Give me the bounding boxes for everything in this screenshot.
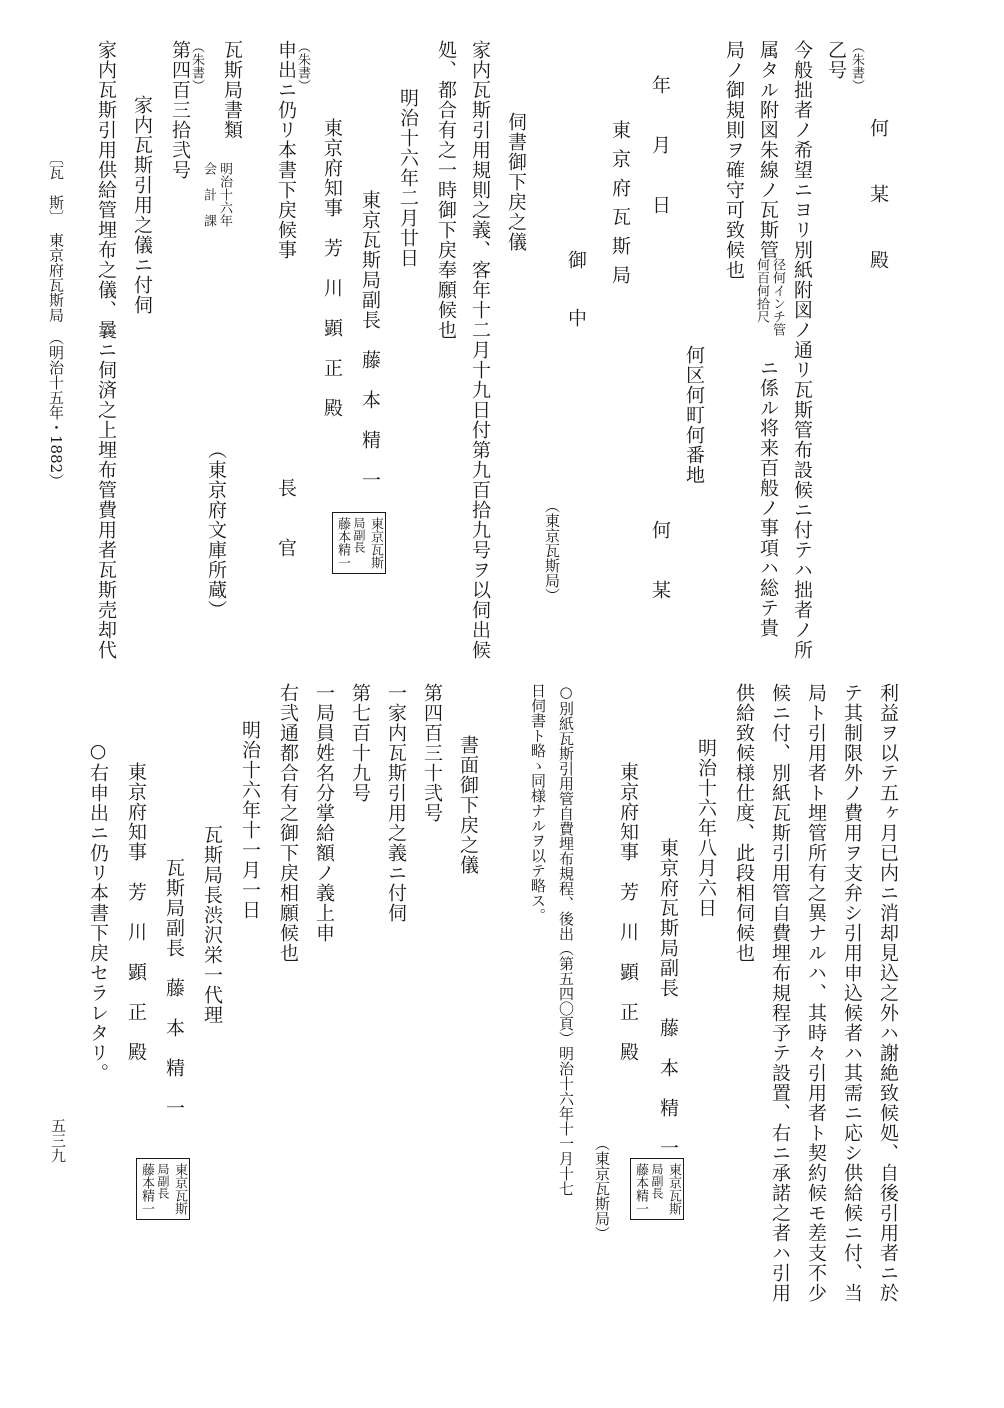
signature-line: 瓦斯局長渋沢栄一代理 xyxy=(201,825,223,1025)
date-line: 明治十六年十一月一日 xyxy=(239,720,261,920)
text-line: 一局員姓名分掌給額ノ義上申 xyxy=(313,683,335,943)
seal-stamp xyxy=(332,512,386,574)
text-line: 家内瓦斯引用規則之義、客年十二月十九日付第九百拾九号ヲ以伺出候 xyxy=(469,40,491,660)
addressee-line: 東京府知事 芳 川 顕 正 殿 xyxy=(321,118,343,418)
text-line: 供給致候様仕度、此段相伺候也 xyxy=(733,683,755,963)
stamp-line: 藤本精一 xyxy=(335,517,350,569)
address-line: 何区何町何番地 xyxy=(683,345,705,485)
onchu: 御 中 xyxy=(565,250,587,337)
text-line: 家内瓦斯引用供給管埋布之儀、曩ニ伺済之上埋布管費用者瓦斯売却代 xyxy=(95,40,117,660)
text-line: テ其制限外ノ費用ヲ支弁シ引用申込候者ハ其需ニ応シ供給候ニ付、当 xyxy=(841,683,863,1303)
editorial-note: ○右申出ニ仍リ本書下戻セラレタリ。 xyxy=(87,740,109,1083)
text-line: 局ノ御規則ヲ確守可致候也 xyxy=(723,40,745,280)
text-line: 第七百十九号 xyxy=(349,683,371,803)
text-line: 今般拙者ノ希望ニヨリ別紙附図ノ通リ瓦斯管布設候ニ付テハ拙者ノ所 xyxy=(791,40,813,660)
stamp-line: 東京瓦斯 xyxy=(666,1163,681,1215)
source-note: （東京瓦斯局） xyxy=(543,498,561,603)
source-note: （東京府文庫所蔵） xyxy=(205,440,227,620)
text-line: 一家内瓦斯引用之義ニ付伺 xyxy=(385,683,407,923)
text-line: 右弐通都合有之御下戻相願候也 xyxy=(277,683,299,963)
running-header: 〔瓦 斯〕 東京府瓦斯局 （明治十五年・1882） xyxy=(47,150,65,489)
date-line: 明治十六年二月廿日 xyxy=(397,88,419,268)
text-line: 瓦斯局書類 xyxy=(221,40,243,140)
red-ink-note: （朱書） xyxy=(295,40,310,92)
page-number: 五三九 xyxy=(49,1118,67,1163)
red-ink-note: （朱書） xyxy=(849,40,864,92)
stamp-line: 藤本精一 xyxy=(139,1163,154,1215)
text-line: 処、都合有之一時御下戻奉願候也 xyxy=(435,40,457,340)
addressee-line: 東京府知事 芳 川 顕 正 殿 xyxy=(617,762,639,1062)
seal-stamp xyxy=(136,1158,190,1220)
official-title: 長 官 xyxy=(275,478,297,558)
signature-line: 東京府瓦斯局副長 藤 本 精 一 xyxy=(657,838,679,1158)
year-note: 明治十六年 xyxy=(217,162,232,227)
stamp-line: 東京瓦斯 xyxy=(172,1163,187,1215)
destination: 東京府瓦斯局 xyxy=(609,120,631,294)
text-line: 利益ヲ以テ五ヶ月已内ニ消却見込之外ハ謝絶致候処、自後引用者ニ於 xyxy=(877,683,899,1303)
date-line: 明治十六年八月六日 xyxy=(695,738,717,918)
editorial-note: 日伺書ト略ゝ同様ナルヲ以テ略ス。 xyxy=(529,683,547,923)
addressee-heading: 何 某 殿 xyxy=(867,118,889,283)
stamp-line: 東京瓦斯 xyxy=(368,517,383,569)
document-number: 乙号 xyxy=(825,40,847,80)
stamp-line: 局副長 xyxy=(156,1163,170,1199)
text-line: 属タル附図朱線ノ瓦斯管 xyxy=(757,40,779,260)
signature-line: 瓦斯局副長 藤 本 精 一 xyxy=(163,858,185,1118)
text-line: 家内瓦斯引用之儀ニ付伺 xyxy=(131,95,153,315)
source-note: （東京瓦斯局） xyxy=(593,1136,611,1241)
text-line: 書面御下戻之儀 xyxy=(457,735,479,875)
stamp-line: 局副長 xyxy=(650,1163,664,1199)
editorial-note: ○別紙瓦斯引用管自費埋布規程、後出（第五四〇頁）明治十六年十一月十七 xyxy=(557,683,575,1196)
text-line: 第四百三拾弐号 xyxy=(169,40,191,180)
pipe-size-note: 径何インチ管 xyxy=(770,258,785,336)
date-line: 年 月 日 xyxy=(649,75,671,215)
text-line: ニ係ル将来百般ノ事項ハ総テ貴 xyxy=(757,358,779,638)
signature-line: 東京瓦斯局副長 藤 本 精 一 xyxy=(359,190,381,490)
pipe-length-note: 何百何拾尺 xyxy=(754,258,769,323)
text-line: 候ニ付、別紙瓦斯引用管自費埋布規程予テ設置、右ニ承諾之者ハ引用 xyxy=(769,683,791,1303)
section-note: 会 計 課 xyxy=(201,162,216,227)
seal-stamp xyxy=(630,1158,684,1220)
red-ink-note: （朱書） xyxy=(189,40,204,92)
text-line: 第四百三十弐号 xyxy=(421,683,443,823)
stamp-line: 局副長 xyxy=(352,517,366,553)
stamp-line: 藤本精一 xyxy=(633,1163,648,1215)
text-line: 局ト引用者ト埋管所有之異ナルハ、其時々引用者ト契約候モ差支不少 xyxy=(805,683,827,1303)
addressee-line: 東京府知事 芳 川 顕 正 殿 xyxy=(125,762,147,1062)
text-line: 申出ニ仍リ本書下戻候事 xyxy=(275,40,297,260)
signer-name: 何 某 xyxy=(649,520,671,600)
text-line: 伺書御下戻之儀 xyxy=(505,112,527,252)
